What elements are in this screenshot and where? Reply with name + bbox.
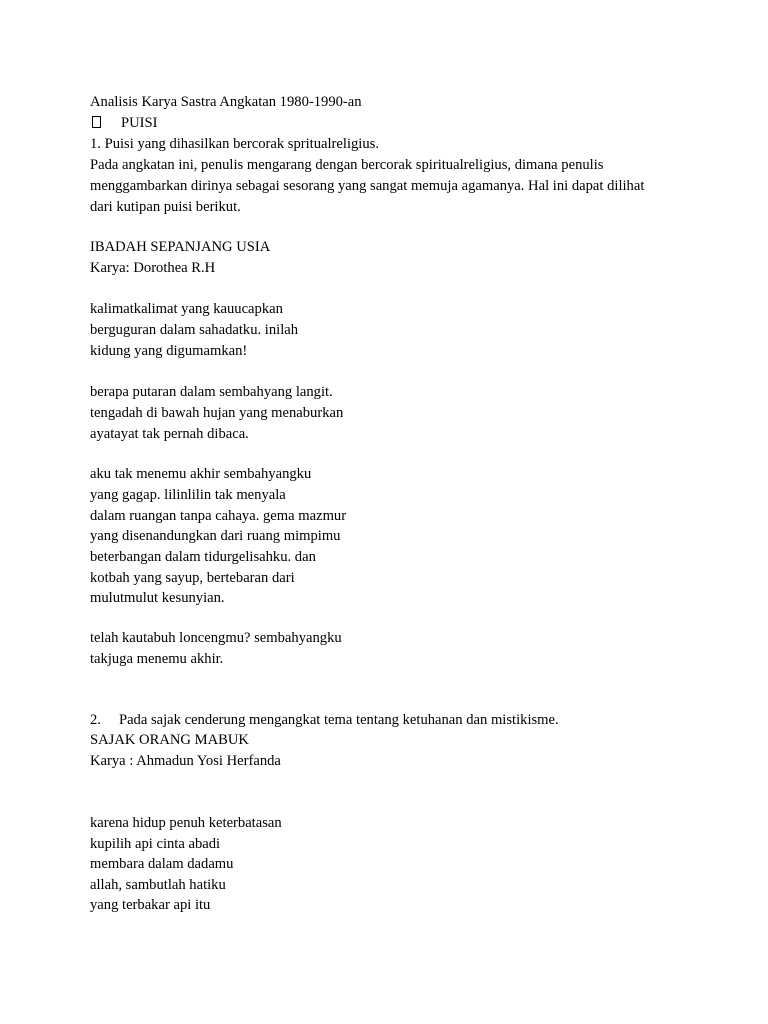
poem1-line: berapa putaran dalam sembahyang langit.: [90, 384, 333, 400]
intro-line: menggambarkan dirinya sebagai sesorang yang sangat memuja agamanya. Hal ini dapat dilihat: [90, 178, 645, 194]
poem1-line: dalam ruangan tanpa cahaya. gema mazmur: [90, 508, 347, 524]
point-2-number: 2.: [90, 712, 101, 728]
poem1-line: takjuga menemu akhir.: [90, 651, 224, 667]
point-2-text: Pada sajak cenderung mengangkat tema tentang ketuhanan dan mistikisme.: [118, 712, 559, 728]
poem1-line: kidung yang digumamkan!: [90, 343, 248, 359]
poem1-line: aku tak menemu akhir sembahyangku: [90, 466, 312, 482]
poem2-line: karena hidup penuh keterbatasan: [90, 815, 282, 831]
section-heading-row: [90, 113, 158, 133]
poem2-line: kupilih api cinta abadi: [90, 836, 221, 852]
point-1: 1. Puisi yang dihasilkan bercorak spritualreligius.: [90, 136, 379, 152]
poem1-line: mulutmulut kesunyian.: [90, 590, 225, 606]
poem1-line: ayatayat tak pernah dibaca.: [90, 426, 249, 442]
poem1-title: IBADAH SEPANJANG USIA: [90, 239, 271, 255]
poem1-line: kotbah yang sayup, bertebaran dari: [90, 570, 295, 586]
poem2-line: membara dalam dadamu: [90, 856, 234, 872]
poem1-line: yang disenandungkan dari ruang mimpimu: [90, 528, 341, 544]
poem1-line: tengadah di bawah hujan yang menaburkan: [90, 405, 344, 421]
section-heading: PUISI: [121, 115, 158, 131]
poem2-line: allah, sambutlah hatiku: [90, 877, 226, 893]
poem1-line: telah kautabuh loncengmu? sembahyangku: [90, 630, 342, 646]
poem1-line: yang gagap. lilinlilin tak menyala: [90, 487, 286, 503]
poem2-title: SAJAK ORANG MABUK: [90, 732, 249, 748]
poem2-line: yang terbakar api itu: [90, 897, 211, 913]
bullet-box-icon: [92, 116, 101, 128]
poem1-line: kalimatkalimat yang kauucapkan: [90, 301, 283, 317]
poem1-line: berguguran dalam sahadatku. inilah: [90, 322, 299, 338]
poem1-line: beterbangan dalam tidurgelisahku. dan: [90, 549, 316, 565]
poem1-author: Karya: Dorothea R.H: [90, 260, 216, 276]
document-title: Analisis Karya Sastra Angkatan 1980-1990-an: [90, 94, 362, 110]
intro-line: dari kutipan puisi berikut.: [90, 199, 241, 215]
poem2-author: Karya : Ahmadun Yosi Herfanda: [90, 753, 281, 769]
intro-line: Pada angkatan ini, penulis mengarang dengan bercorak spiritualreligius, dimana penulis: [90, 157, 604, 173]
point-2: [90, 710, 559, 730]
